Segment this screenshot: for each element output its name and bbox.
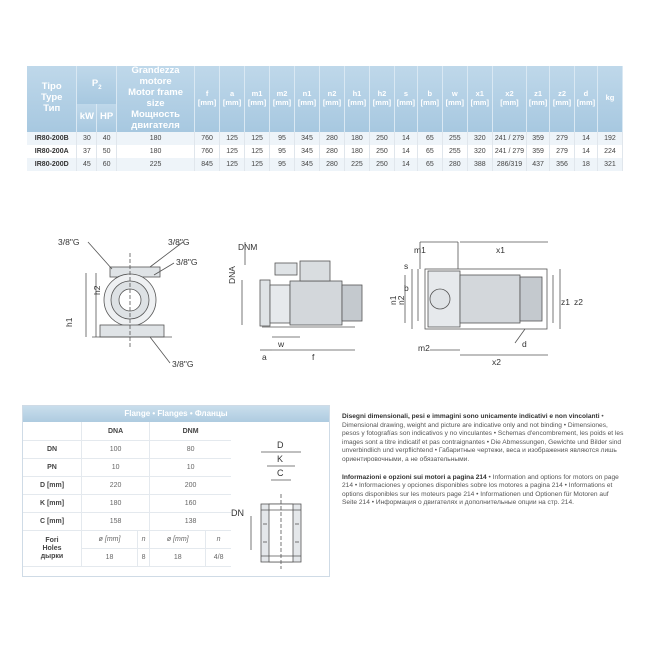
cell-w: 255 — [442, 132, 467, 145]
holes-dna-n: 8 — [138, 549, 150, 567]
top-label-z1: z1 — [561, 297, 570, 307]
cell-z2: 279 — [550, 132, 575, 145]
flange-row — [23, 513, 231, 531]
flange-dna-value: 100 — [82, 441, 150, 459]
holes-dnm-dia: 18 — [150, 549, 206, 567]
top-label-x2: x2 — [492, 357, 501, 367]
header-dim: s [mm] — [394, 66, 417, 132]
flange-row-label: K [mm] — [23, 495, 82, 513]
cell-x1: 320 — [467, 145, 492, 158]
cell-a: 125 — [220, 145, 245, 158]
header-dim: x2 [mm] — [492, 66, 526, 132]
flange-row-label: D [mm] — [23, 477, 82, 495]
cell-m2: 95 — [270, 158, 295, 171]
header-dim: m1 [mm] — [245, 66, 270, 132]
holes-dna-dia: 18 — [82, 549, 138, 567]
header-dim: x1 [mm] — [467, 66, 492, 132]
front-label-g3: 3/8"G — [176, 257, 198, 267]
cell-m2: 95 — [270, 145, 295, 158]
cell-a: 125 — [220, 132, 245, 145]
header-dim: d [mm] — [575, 66, 598, 132]
top-label-s: s — [404, 261, 409, 271]
front-label-g1: 3/8"G — [58, 237, 80, 247]
cell-x1: 388 — [467, 158, 492, 171]
note-motor-info: Informazioni e opzioni sui motori a pagina 214 • Information and options for motors on page 214 • Informaciones y opciones disponibles sobre los motores a pagina 214 • Informations et options disponibles sur les moteurs page 214 • Informationen und Optionen für Motoren auf Seite 214 • Информация о двигателях и дополнительные опции на стр. 214. — [342, 473, 619, 507]
cell-f: 760 — [195, 132, 220, 145]
cell-h2: 250 — [369, 145, 394, 158]
cell-m1: 125 — [245, 145, 270, 158]
notes — [342, 413, 625, 517]
model-cell: IR80-200B — [27, 132, 77, 145]
flange-row-label: C [mm] — [23, 513, 82, 531]
flange-col-dna: DNA — [82, 422, 150, 441]
flange-dnm-value: 138 — [150, 513, 231, 531]
cell-s: 14 — [394, 145, 417, 158]
cell-d: 14 — [575, 132, 598, 145]
top-label-m2: m2 — [418, 343, 430, 353]
side-label-w: w — [278, 339, 285, 349]
side-view-drawing — [242, 242, 362, 350]
cell-h1: 225 — [344, 158, 369, 171]
flange-row — [23, 495, 231, 513]
side-label-f: f — [312, 352, 315, 362]
header-dim: m2 [mm] — [270, 66, 295, 132]
flange-row — [23, 459, 231, 477]
cell-kg: 224 — [597, 145, 622, 158]
cell-z1: 359 — [527, 132, 550, 145]
cell-a: 125 — [220, 158, 245, 171]
cell-kw: 37 — [77, 145, 97, 158]
front-label-h2: h2 — [92, 285, 102, 295]
cell-n1: 345 — [295, 145, 320, 158]
flange-dnm-value: 10 — [150, 459, 231, 477]
flange-dnm-value: 80 — [150, 441, 231, 459]
header-dim: h2 [mm] — [369, 66, 394, 132]
header-dim: z2 [mm] — [550, 66, 575, 132]
cell-f: 760 — [195, 145, 220, 158]
cell-x1: 320 — [467, 132, 492, 145]
cell-kw: 30 — [77, 132, 97, 145]
cell-h1: 180 — [344, 145, 369, 158]
drawings-svg — [0, 225, 650, 390]
cell-motor: 180 — [117, 145, 195, 158]
header-kg: kg — [597, 66, 622, 132]
cell-hp: 60 — [97, 158, 117, 171]
header-p2: $P_2$ — [77, 66, 117, 104]
cell-w: 255 — [442, 145, 467, 158]
side-label-a: a — [262, 352, 267, 362]
top-label-b: b — [404, 283, 409, 293]
front-label-g4: 3/8"G — [172, 359, 194, 369]
spec-table-body — [27, 132, 623, 171]
front-label-g2: 3/8"G — [168, 237, 190, 247]
cell-n1: 345 — [295, 132, 320, 145]
header-dim: f [mm] — [195, 66, 220, 132]
top-label-n2: n2 — [396, 295, 406, 305]
flange-row-label: DN — [23, 441, 82, 459]
spec-table — [27, 66, 623, 171]
cell-b: 65 — [417, 158, 442, 171]
flange-diagram-c: C — [277, 468, 284, 478]
cell-motor: 180 — [117, 132, 195, 145]
cell-hp: 50 — [97, 145, 117, 158]
cell-w: 280 — [442, 158, 467, 171]
cell-x2: 241 / 279 — [492, 145, 526, 158]
cell-hp: 40 — [97, 132, 117, 145]
cell-m1: 125 — [245, 158, 270, 171]
cell-h2: 250 — [369, 132, 394, 145]
flange-dnm-value: 160 — [150, 495, 231, 513]
cell-d: 14 — [575, 145, 598, 158]
header-dim: h1 [mm] — [344, 66, 369, 132]
header-motor-size: Grandezza motore Motor frame size Мощность двигателя — [117, 66, 195, 132]
flange-row — [23, 441, 231, 459]
flange-diagram — [223, 424, 327, 574]
top-label-d: d — [522, 339, 527, 349]
front-label-h1: h1 — [64, 317, 74, 327]
cell-s: 14 — [394, 132, 417, 145]
model-cell: IR80-200D — [27, 158, 77, 171]
cell-m1: 125 — [245, 132, 270, 145]
cell-h2: 250 — [369, 158, 394, 171]
top-label-z2: z2 — [574, 297, 583, 307]
holes-dna-dia-head: ø [mm] — [82, 531, 138, 549]
cell-s: 14 — [394, 158, 417, 171]
top-view-drawing — [405, 242, 560, 355]
flange-holes-label: Fori Holes дырки — [23, 531, 82, 567]
cell-b: 65 — [417, 132, 442, 145]
cell-d: 18 — [575, 158, 598, 171]
header-dim: n2 [mm] — [320, 66, 345, 132]
flange-row — [23, 477, 231, 495]
header-type: Tipo Type Тип — [27, 66, 77, 132]
cell-z2: 356 — [550, 158, 575, 171]
dimensional-drawings — [0, 225, 650, 390]
top-label-m1: m1 — [414, 245, 426, 255]
header-dim: a [mm] — [220, 66, 245, 132]
cell-x2: 241 / 279 — [492, 132, 526, 145]
header-dim: z1 [mm] — [527, 66, 550, 132]
cell-h1: 180 — [344, 132, 369, 145]
cell-f: 845 — [195, 158, 220, 171]
cell-x2: 286/319 — [492, 158, 526, 171]
flange-dnm-value: 200 — [150, 477, 231, 495]
flange-dna-value: 220 — [82, 477, 150, 495]
side-label-dna: DNA — [227, 266, 237, 284]
cell-n2: 280 — [320, 158, 345, 171]
cell-n2: 280 — [320, 145, 345, 158]
flange-dna-value: 158 — [82, 513, 150, 531]
cell-kg: 192 — [597, 132, 622, 145]
spec-row — [27, 158, 623, 171]
holes-dnm-n: 4/8 — [206, 549, 231, 567]
flange-diagram-k: K — [277, 454, 284, 464]
cell-z1: 359 — [527, 145, 550, 158]
holes-dnm-dia-head: ø [mm] — [150, 531, 206, 549]
flange-col-dnm: DNM — [150, 422, 231, 441]
model-cell: IR80-200A — [27, 145, 77, 158]
side-label-dnm: DNM — [238, 242, 258, 252]
cell-motor: 225 — [117, 158, 195, 171]
flange-table — [23, 422, 231, 567]
flange-dna-value: 10 — [82, 459, 150, 477]
top-label-x1: x1 — [496, 245, 505, 255]
holes-dna-n-head: n — [138, 531, 150, 549]
header-dim: w [mm] — [442, 66, 467, 132]
flange-diagram-d: D — [277, 440, 284, 450]
holes-dnm-n-head: n — [206, 531, 231, 549]
cell-kw: 45 — [77, 158, 97, 171]
spec-table-container — [27, 66, 623, 171]
flange-diagram-dn: DN — [231, 508, 244, 518]
cell-b: 65 — [417, 145, 442, 158]
cell-kg: 321 — [597, 158, 622, 171]
spec-row — [27, 145, 623, 158]
header-dim: b [mm] — [417, 66, 442, 132]
header-hp: HP — [97, 104, 117, 132]
spec-row — [27, 132, 623, 145]
top-label-n1: n1 — [388, 295, 398, 305]
note-disclaimer: Disegni dimensionali, pesi e immagini sono unicamente indicativi e non vincolanti • Dimensional drawing, weight and picture are indicative only and not binding • Dimensiones, pesos y fotografías son indicativos y no vinculantes • Schemas d'encombrement, les poids et les images sont a titre indicatif et pas contraignantes • Die Abmessungen, Gewichte und Bilder sind unverbindlich und verpflichtend • Габаритные чертежи, веса и изображения являются лишь ориентировочными, а не обязательными. — [342, 413, 624, 463]
cell-m2: 95 — [270, 132, 295, 145]
cell-z1: 437 — [527, 158, 550, 171]
cell-n1: 345 — [295, 158, 320, 171]
flange-panel — [22, 405, 330, 577]
header-kw: kW — [77, 104, 97, 132]
flange-row-label: PN — [23, 459, 82, 477]
cell-n2: 280 — [320, 132, 345, 145]
flange-title: Flange • Flanges • Фланцы — [23, 406, 329, 422]
header-dim: n1 [mm] — [295, 66, 320, 132]
cell-z2: 279 — [550, 145, 575, 158]
front-view-drawing — [86, 242, 183, 363]
flange-dna-value: 180 — [82, 495, 150, 513]
